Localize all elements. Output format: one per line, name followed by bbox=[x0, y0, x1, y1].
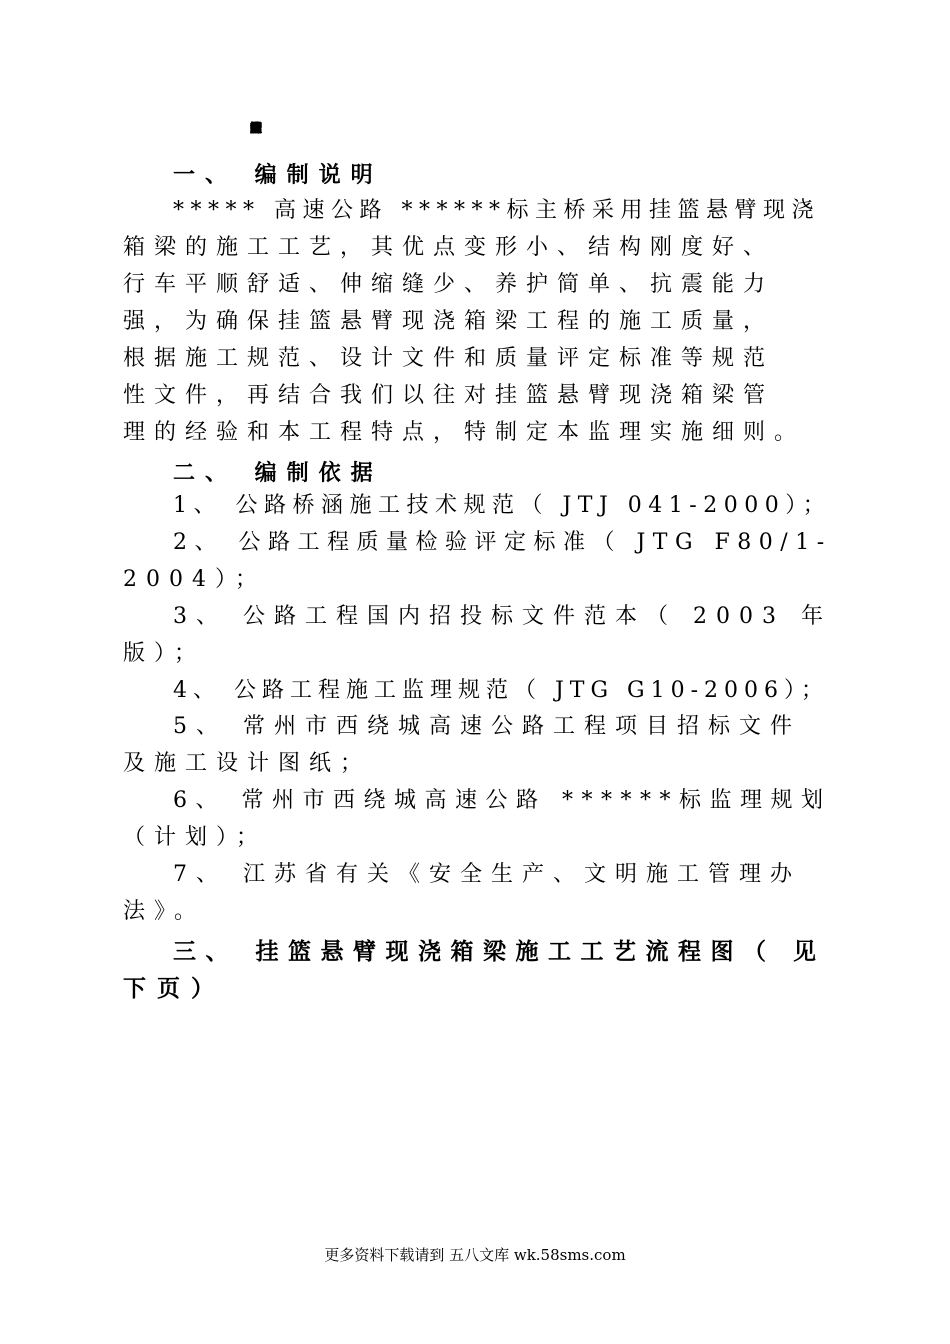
reference-item-2-continued: 2004）； bbox=[123, 567, 266, 592]
section-2-heading: 二、 编制依据 bbox=[173, 460, 383, 486]
section-1-line-2: 箱梁的施工工艺，其优点变形小、结构刚度好、 bbox=[123, 235, 775, 260]
reference-item-2: 2、 公路工程质量检验评定标准（ JTG F80/1- bbox=[173, 530, 832, 555]
reference-item-3: 3、 公路工程国内招投标文件范本（ 2003 年 bbox=[173, 604, 832, 629]
section-1-line-5: 根据施工规范、设计文件和质量评定标准等规范 bbox=[123, 346, 775, 371]
section-1-line-4: 强，为确保挂篮悬臂现浇箱梁工程的施工质量， bbox=[123, 309, 775, 334]
reference-item-3-continued: 版）； bbox=[123, 641, 206, 666]
reference-item-5: 5、 常州市西绕城高速公路工程项目招标文件 bbox=[173, 714, 801, 739]
section-3-heading: 三、 挂篮悬臂现浇箱梁施工工艺流程图（ 见 bbox=[173, 938, 826, 965]
reference-item-1: 1、 公路桥涵施工技术规范（ JTJ 041-2000）； bbox=[173, 493, 832, 518]
section-1-heading: 一、 编制说明 bbox=[173, 162, 383, 188]
reference-item-4: 4、 公路工程施工监理规范（ JTG G10-2006）； bbox=[173, 678, 830, 703]
section-1-line-1: ***** 高速公路 ******标主桥采用挂篮悬臂现浇 bbox=[173, 198, 820, 223]
document-title: 挂篮悬臂浇筑箱梁监理实施细则 bbox=[250, 121, 251, 135]
section-1-line-3: 行车平顺舒适、伸缩缝少、养护简单、抗震能力 bbox=[123, 272, 775, 297]
reference-item-7: 7、 江苏省有关《安全生产、文明施工管理办 bbox=[173, 862, 801, 887]
reference-item-6-continued: （计划）； bbox=[123, 825, 268, 850]
reference-item-6: 6、 常州市西绕城高速公路 ******标监理规划 bbox=[173, 788, 832, 813]
page-footer: 更多资料下载请到 五八文库 wk.58sms.com bbox=[324, 1246, 626, 1264]
section-1-line-6: 性文件，再结合我们以往对挂篮悬臂现浇箱梁管 bbox=[123, 383, 775, 408]
section-3-heading-continued: 下页） bbox=[123, 975, 225, 1002]
reference-item-5-continued: 及施工设计图纸； bbox=[123, 751, 372, 776]
section-1-line-7: 理的经验和本工程特点，特制定本监理实施细则。 bbox=[123, 420, 806, 445]
reference-item-7-continued: 法》。 bbox=[123, 899, 206, 924]
